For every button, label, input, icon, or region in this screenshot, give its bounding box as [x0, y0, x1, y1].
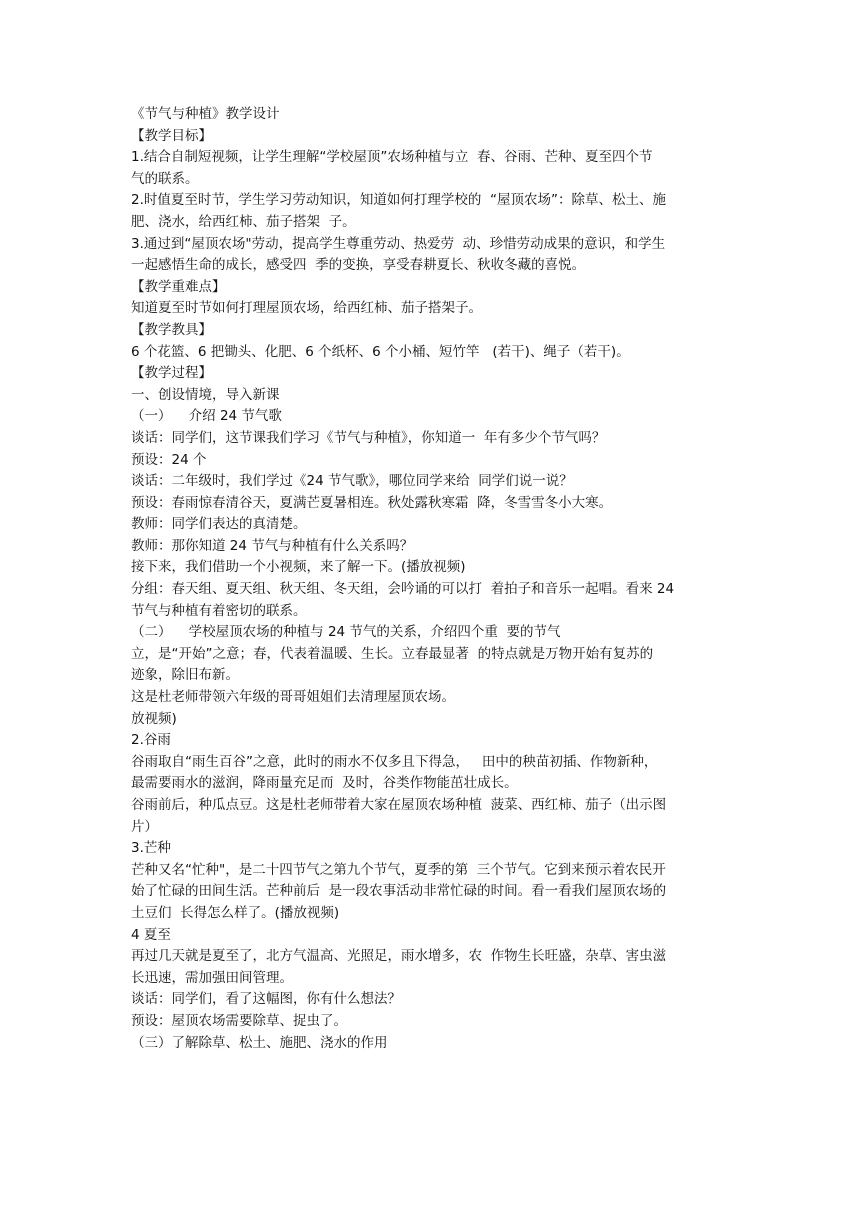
paragraph-line: 一起感悟生命的成长，感受四 季的变换，享受春耕夏长、秋收冬藏的喜悦。	[131, 257, 586, 274]
paragraph-line: 预设：屋顶农场需要除草、捉虫了。	[131, 1012, 347, 1029]
paragraph-line: 6 个花篮、6 把锄头、化肥、6 个纸杯、6 个小桶、短竹竿 (若干)、绳子（若干)。	[131, 343, 630, 360]
paragraph-line: 2.谷雨	[131, 732, 171, 749]
paragraph-line: 3.通过到“屋顶农场"劳动，提高学生尊重劳动、热爱劳 动、珍惜劳动成果的意识，和学生	[131, 235, 666, 252]
paragraph-line: 节气与种植有着密切的联系。	[131, 602, 307, 619]
paragraph-line: 教师：那你知道 24 节气与种植有什么关系吗？	[131, 537, 414, 554]
paragraph-line: 土豆们 长得怎么样了。(播放视频)	[131, 904, 340, 921]
paragraph-line: 谷雨前后，种瓜点豆。这是杜老师带着大家在屋顶农场种植 菠菜、西红柿、茄子（出示图	[131, 797, 667, 813]
paragraph-line: 芒种又名“忙种"，是二十四节气之第九个节气，夏季的第 三个节气。它到来预示着农民开	[131, 861, 666, 878]
paragraph-line: 教师：同学们表达的真清楚。	[131, 516, 307, 533]
paragraph-line: 肥、浇水，给西红柿、茄子搭架 子。	[131, 213, 356, 230]
document-body	[131, 104, 731, 1054]
paragraph-line: 始了忙碌的田间生活。芒种前后 是一段农事活动非常忙碌的时间。看一看我们屋顶农场的	[131, 883, 667, 900]
paragraph-line: 谈话：同学们，这节课我们学习《节气与种植》，你知道一 年有多少个节气吗？	[131, 429, 606, 446]
paragraph-line: 2.时值夏至时节，学生学习劳动知识，知道如何打理学校的 “屋顶农场”：除草、松土、施	[131, 192, 666, 209]
paragraph-line: 气的联系。	[131, 170, 199, 187]
paragraph-line: 再过几天就是夏至了，北方气温高、光照足，雨水增多，农 作物生长旺盛，杂草、害虫滋	[131, 948, 667, 965]
paragraph-line: 长迅速，需加强田间管理。	[131, 969, 293, 986]
paragraph-line: 分组：春天组、夏天组、秋天组、冬天组，会吟诵的可以打 着拍子和音乐一起唱。看来 24	[131, 581, 675, 598]
section-heading-key-points: 【教学重难点】	[131, 278, 226, 295]
paragraph-line: 谷雨取自“雨生百谷”之意，此时的雨水不仅多且下得急， 田中的秧苗初插、作物新种，	[131, 753, 658, 770]
section-heading-process: 【教学过程】	[131, 365, 212, 382]
paragraph-line: 迹象，除旧布新。	[131, 667, 239, 684]
paragraph-line: 一、创设情境，导入新课	[131, 386, 280, 403]
paragraph-line: 这是杜老师带领六年级的哥哥姐姐们去清理屋顶农场。	[131, 689, 455, 706]
section-heading-teaching-aids: 【教学教具】	[131, 321, 212, 338]
paragraph-line: 预设：春雨惊春清谷天，夏满芒夏暑相连。秋处露秋寒霜 降，冬雪雪冬小大寒。	[131, 494, 613, 511]
paragraph-line: 最需要雨水的滋润，降雨量充足而 及时，谷类作物能茁壮成长。	[131, 775, 518, 792]
paragraph-line: 放视频)	[131, 710, 177, 727]
paragraph-line: （二） 学校屋顶农场的种植与 24 节气的关系，介绍四个重 要的节气	[131, 624, 561, 641]
paragraph-line: （三）了解除草、松土、施肥、浇水的作用	[131, 1034, 388, 1051]
document-title: 《节气与种植》教学设计	[131, 106, 280, 122]
paragraph-line: 预设：24 个	[131, 451, 207, 468]
paragraph-line: 3.芒种	[131, 840, 171, 857]
paragraph-line: 4 夏至	[131, 926, 171, 943]
paragraph-line: 1.结合自制短视频，让学生理解“学校屋顶”农场种植与立 春、谷雨、芒种、夏至四个节	[131, 149, 653, 166]
paragraph-line: 谈话：同学们，看了这幅图，你有什么想法？	[131, 991, 401, 1008]
paragraph-line: 立，是“开始”之意；春，代表着温暖、生长。立春最显著 的特点就是万物开始有复苏的	[131, 645, 654, 662]
section-heading-objectives: 【教学目标】	[131, 127, 212, 144]
paragraph-line: 片）	[131, 818, 158, 835]
paragraph-line: 知道夏至时节如何打理屋顶农场，给西红柿、茄子搭架子。	[131, 300, 482, 317]
paragraph-line: 接下来，我们借助一个小视频，来了解一下。(播放视频)	[131, 559, 466, 576]
paragraph-line: （一） 介绍 24 节气歌	[131, 408, 282, 425]
paragraph-line: 谈话：二年级时，我们学过《24 节气歌》，哪位同学来给 同学们说一说？	[131, 473, 573, 490]
